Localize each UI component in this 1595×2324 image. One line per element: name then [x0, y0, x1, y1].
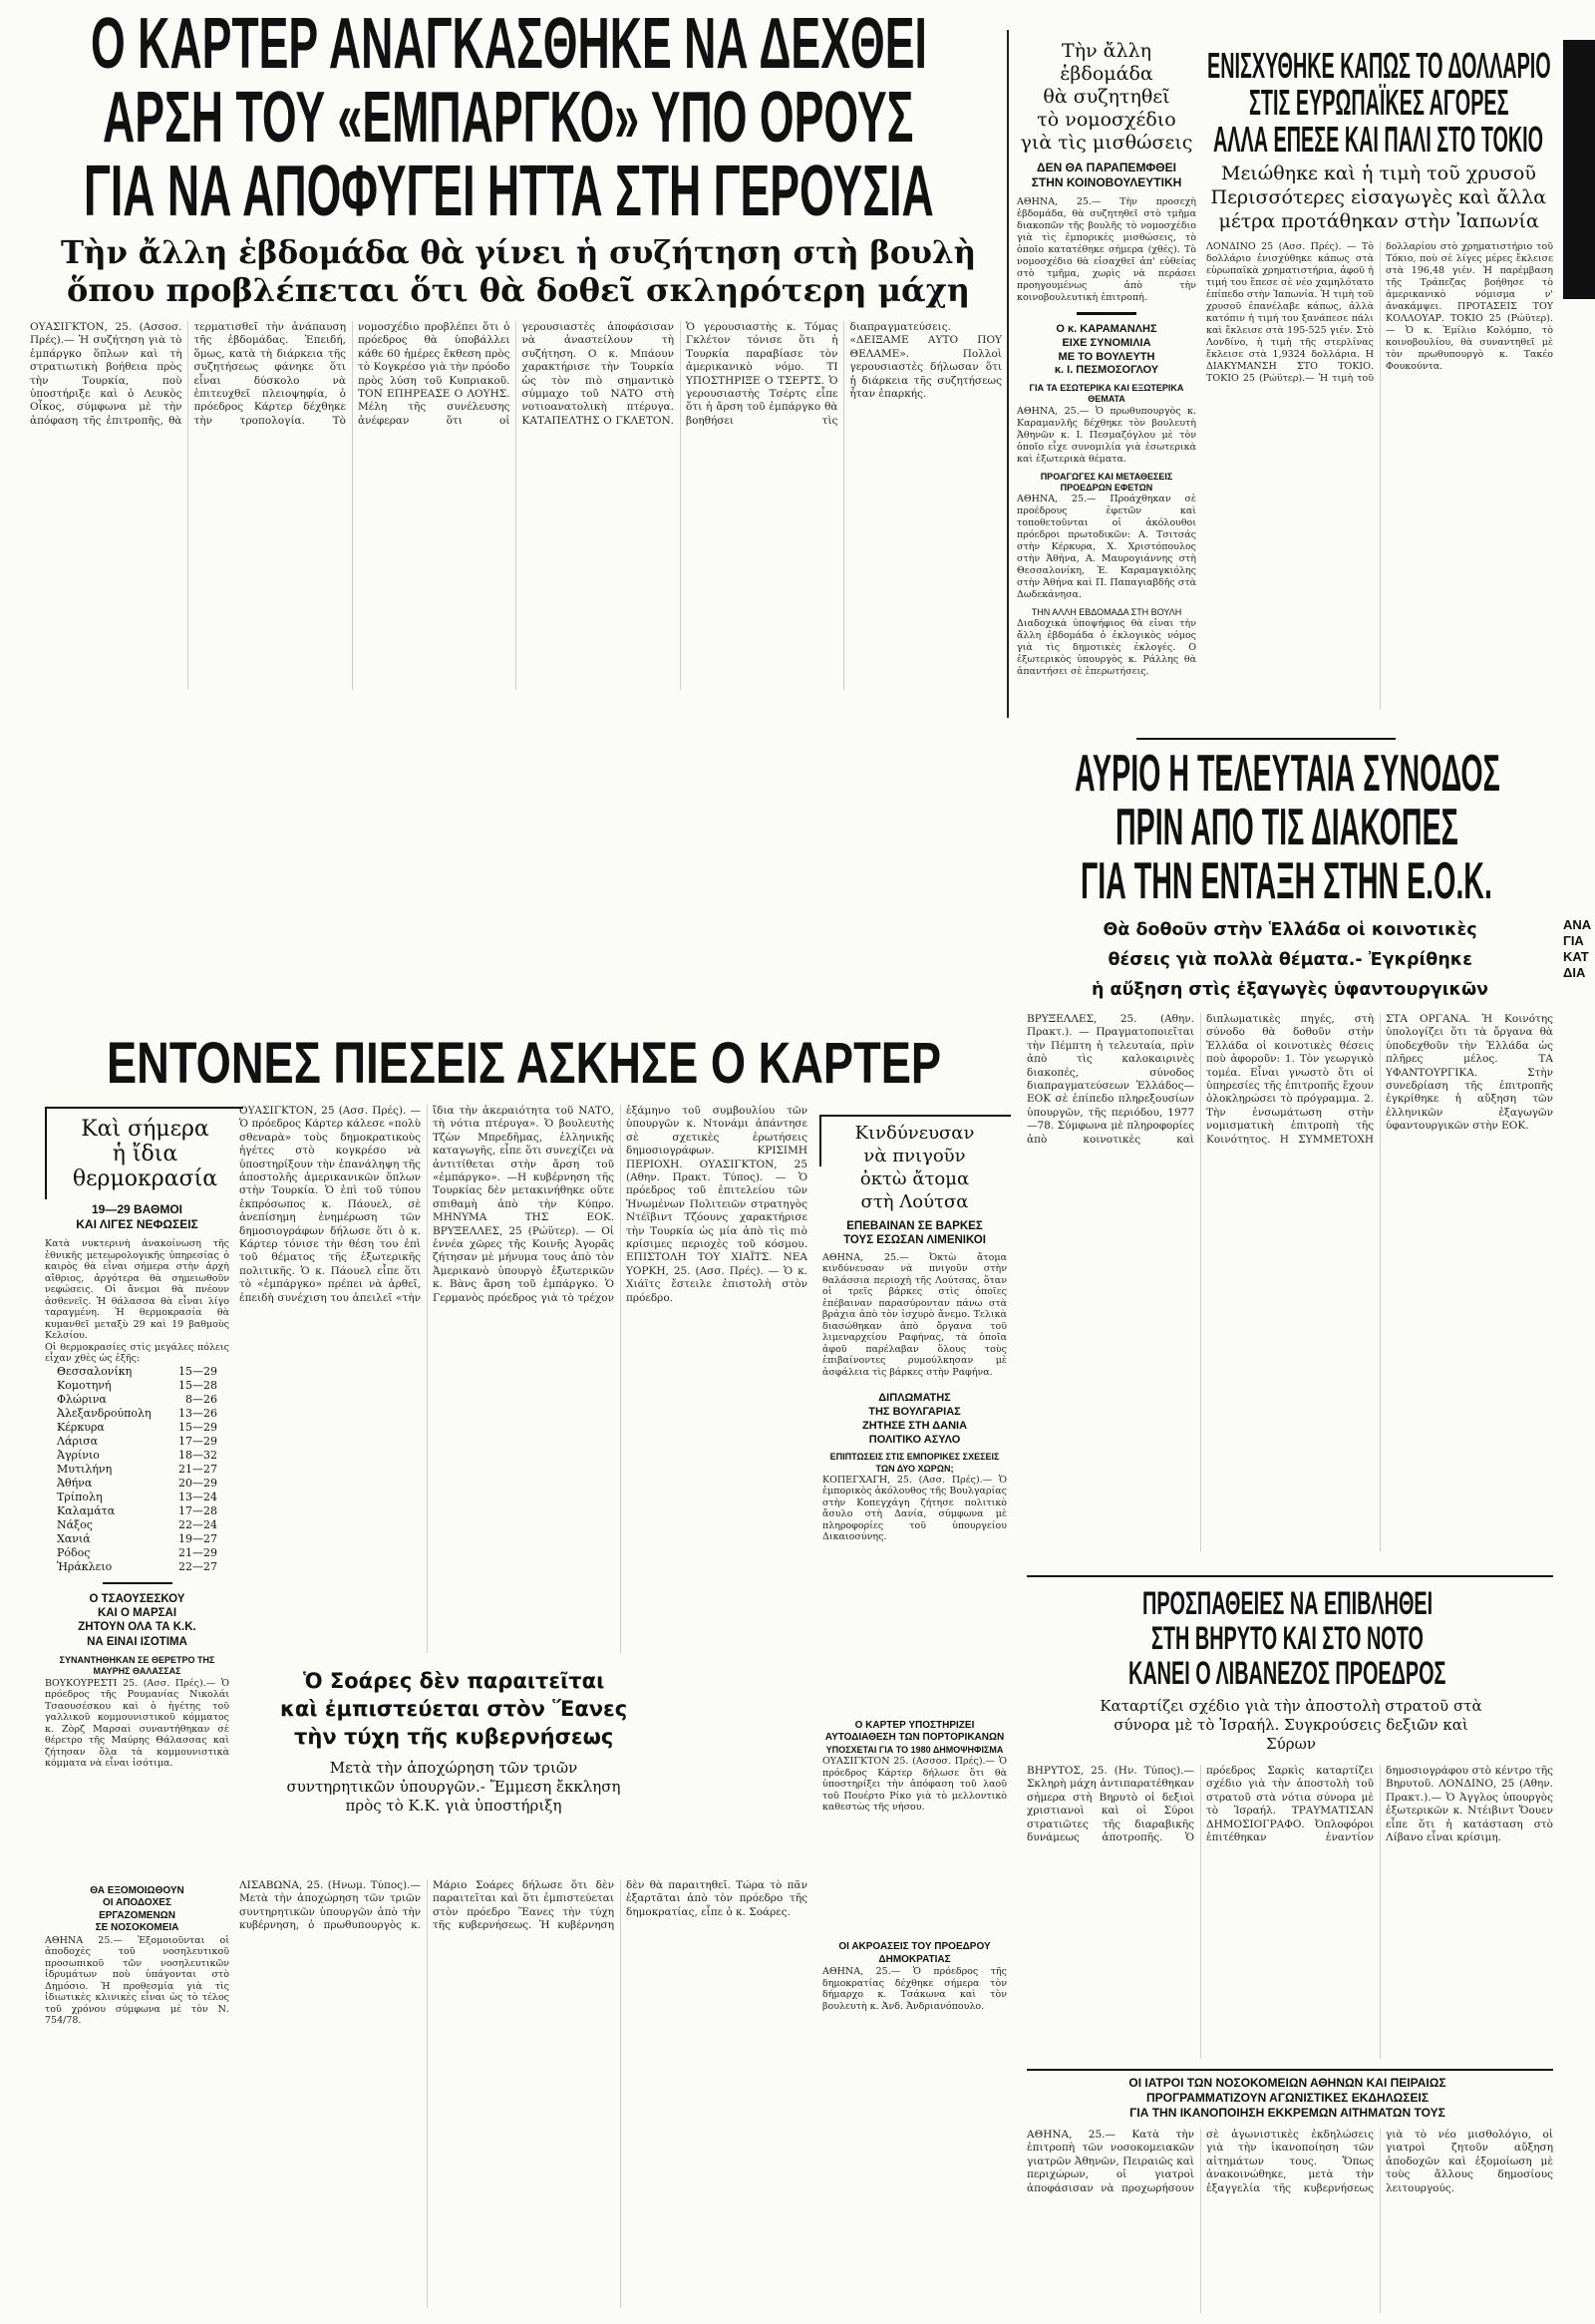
weather-box [45, 1107, 243, 1199]
eec-body: ΒΡΥΞΕΛΛΕΣ, 25. (Αθην. Πρακτ.). — Πραγματοποιεῖται τὴν Πέμπτη ἡ τελευταία, πρὶν ἀπὸ τὶς καλοκαιρινὲς διακοπές, σύνοδος διαπραγματεύσεων Ἑλλάδος—ΕΟΚ σὲ ἐπίπεδο πληρεξουσίων ὑπουργῶν, τῆς περιόδου, 1977—78. Σύμφωνα μὲ πληροφορίες ἀπὸ κοινοτικὲς καὶ διπλωματικὲς πηγές, στὴ σύνοδο θὰ δοθοῦν στὴν Ἑλλάδα οἱ κοινοτικὲς θέσεις ποὺ ἀφοροῦν: 1. Τὸν γεωργικὸ τομέα. Εἶναι γνωστὸ ὅτι οἱ ὑπηρεσίες τῆς ἐπιτροπῆς ἔχουν ὁλοκληρώσει τὸ πρόγραμμα. 2. Τὴν ἐνσωμάτωση στὴν νομισματικὴ ἐπιτροπὴ τῆς Κοινότητος. Η ΣΥΜΜΕΤΟΧΗ ΣΤΑ ΟΡΓΑΝΑ. Ἡ Κοινότης ὑπολογίζει ὅτι τὰ ὄργανα θὰ ὑποδεχθοῦν τὴν Ἑλλάδα ὡς πλῆρες μέλος. ΤΑ ΥΦΑΝΤΟΥΡΓΙΚΑ. Στὴν συνεδρίαση τῆς ἐπιτροπῆς ἐγκρίθηκε ἡ αὔξηση τῶν ἑλληνικῶν ἐξαγωγῶν ὑφαντουργικῶν στὴν ΕΟΚ. [1027, 1013, 1553, 1146]
kicker-line: ΝΑ ΕΙΝΑΙ ΙΣΟΤΙΜΑ [87, 1635, 187, 1648]
loutsa-body: ΑΘΗΝΑ, 25.— Ὀκτὼ ἄτομα κινδύνευσαν νὰ πνιγοῦν στὴν θαλάσσια περιοχὴ τῆς Λούτσας, ὅταν οἱ τρεῖς βάρκες στὶς ὁποῖες ἐπέβαιναν παρασύρονταν πάνω στὰ βράχια ἀπὸ τὸν ἰσχυρὸ ἄνεμο. Τελικὰ διασώθηκαν ἀπὸ ὄργανα τοῦ λιμεναρχείου Ραφήνας, τὰ ὁποῖα ἀφοῦ παρέλαβαν ὅλους τοὺς ἐπιβαίνοντες ρυμούλκησαν μὲ ἀσφάλεια τὶς βάρκες στὴν Ραφήνα. [822, 1251, 1007, 1378]
ceausescu-section: ΣΥΝΑΝΤΗΘΗΚΑΝ ΣΕ ΘΕΡΕΤΡΟ ΤΗΣ ΜΑΥΡΗΣ ΘΑΛΑΣΣΑΣ [59, 1655, 215, 1677]
lebanon-headline-line: ΣΤΗ ΒΗΡΥΤΟ ΚΑΙ ΣΤΟ ΝΟΤΟ [1151, 1620, 1425, 1656]
kicker-line: ΕΠΕΒΑΙΝΑΝ ΣΕ ΒΑΡΚΕΣ [846, 1220, 983, 1232]
soares-headline [239, 1667, 668, 1751]
lebanon-headline-line: ΠΡΟΣΠΑΘΕΙΕΣ ΝΑ ΕΠΙΒΛΗΘΕΙ [1141, 1585, 1433, 1621]
kicker-line: ΠΟΛΙΤΙΚΟ ΑΣΥΛΟ [868, 1433, 961, 1446]
right-edge-advert [1563, 0, 1595, 2324]
weather-kicker [45, 1202, 229, 1232]
soares-headline-line: καὶ ἐμπιστεύεται στὸν Ἕανες [280, 1697, 628, 1721]
weather-headline-line: Καὶ σήμερα [81, 1117, 209, 1142]
loutsa-headline [822, 1122, 1007, 1213]
city-name: Θεσσαλονίκη [57, 1364, 133, 1378]
city-name: Μυτιλήνη [57, 1462, 113, 1476]
kicker-line: ΜΕ ΤΟ ΒΟΥΛΕΥΤΗ [1058, 350, 1155, 363]
separator [1136, 738, 1396, 740]
weather-kicker-line: ΚΑΙ ΛΙΓΕΣ ΝΕΦΩΣΕΙΣ [76, 1217, 198, 1231]
city-name: Ἀγρίνιο [57, 1448, 100, 1462]
weather-body: Κατὰ νυκτερινὴ ἀνακοίνωση τῆς ἐθνικῆς μετεωρολογικῆς ὑπηρεσίας ὁ καιρὸς θὰ εἶναι σήμερα στὴν ἀρχὴ αἴθριος, ἀργότερα θὰ σημειωθοῦν νεφώσεις. Οἱ ἄνεμοι θὰ πνέουν ἀσθενεῖς. Ἡ θάλασσα θὰ εἶναι λίγο ταραγμένη. Ἡ θερμοκρασία θὰ κυμανθεῖ μεταξὺ 29 καὶ 19 βαθμοὺς Κελσίου. [45, 1238, 229, 1341]
karamanlis-kicker [1017, 323, 1196, 378]
kicker-line: ΖΗΤΟΥΝ ΟΛΑ ΤΑ Κ.Κ. [78, 1621, 196, 1634]
president-audiences-kicker: ΟΙ ΑΚΡΟΑΣΕΙΣ ΤΟΥ ΠΡΟΕΔΡΟΥ ΔΗΜΟΚΡΑΤΙΑΣ [838, 1941, 991, 1965]
doctors-headline [1022, 2076, 1553, 2121]
lead-headline-line: ΑΡΣΗ ΤΟΥ «ΕΜΠΑΡΓΚΟ» ΥΠΟ ΟΡΟΥΣ [103, 78, 914, 158]
loutsa-headline-line: ὀκτὼ ἄτομα [859, 1168, 970, 1189]
city-name: Χανιά [57, 1531, 91, 1545]
dollar-headline-line: ΕΝΙΣΧΥΘΗΚΕ ΚΑΠΩΣ ΤΟ ΔΟΛΛΑΡΙΟ [1206, 45, 1551, 86]
soares-headline-line: Ὁ Σοάρες δὲν παραιτεῖται [303, 1669, 605, 1693]
dollar-subhead [1204, 162, 1553, 233]
separator [1077, 312, 1136, 315]
parliament-section: ΤΗΝ ΑΛΛΗ ΕΒΔΟΜΑΔΑ ΣΤΗ ΒΟΥΛΗ [1031, 607, 1182, 617]
city-temperature: 15—29 [178, 1420, 217, 1434]
city-name: Καλαμάτα [57, 1503, 116, 1517]
eec-subhead [1027, 915, 1553, 1005]
karamanlis-section: ΓΙΑ ΤΑ ΕΣΩΤΕΡΙΚΑ ΚΑΙ ΕΞΩΤΕΡΙΚΑ ΘΕΜΑΤΑ [1029, 383, 1184, 405]
bulgaria-kicker [822, 1392, 1007, 1447]
kicker-line: ΕΡΓΑΖΟΜΕΝΩΝ [99, 1909, 175, 1921]
soares-subhead: Μετὰ τὴν ἀποχώρηση τῶν τριῶν συντηρητικῶν ὑπουργῶν.- Ἔμμεση ἔκκληση πρὸς τὸ Κ.Κ. γιὰ ὑποστήριξη [286, 1759, 621, 1815]
temperature-row [57, 1449, 217, 1463]
temperature-row [57, 1365, 217, 1379]
temperature-row [57, 1407, 217, 1421]
bulgaria-section: ΕΠΙΠΤΩΣΕΙΣ ΣΤΙΣ ΕΜΠΟΡΙΚΕΣ ΣΧΕΣΕΙΣ ΤΩΝ ΔΥΟ ΧΩΡΩΝ; [829, 1452, 1000, 1474]
eec-headline-line: ΑΥΡΙΟ Η ΤΕΛΕΥΤΑΙΑ ΣΥΝΟΔΟΣ [1074, 745, 1500, 803]
city-name: Νάξος [57, 1517, 93, 1531]
city-temperature: 21—27 [178, 1462, 217, 1476]
city-temperature: 13—24 [178, 1490, 217, 1503]
kicker-line: ΔΙΠΛΩΜΑΤΗΣ [878, 1392, 951, 1405]
black-banner [1563, 40, 1595, 299]
kicker-line: ΣΕ ΝΟΣΟΚΟΜΕΙΑ [95, 1922, 179, 1933]
city-name: Κομοτηνή [57, 1378, 112, 1392]
eec-headline-line: ΓΙΑ ΤΗΝ ΕΝΤΑΞΗ ΣΤΗΝ Ε.Ο.Κ. [1081, 852, 1493, 910]
edge-text: ΑΝΑ [1563, 917, 1592, 932]
city-name: Λάρισα [57, 1434, 99, 1448]
temperature-row [57, 1421, 217, 1435]
promotions-body: ΑΘΗΝΑ, 25.— Προάχθηκαν σὲ προέδρους ἐφετῶν καὶ τοποθετοῦνται οἱ ἀκόλουθοι πρόεδροι πρωτοδικῶν: Α. Τσιτσάς στὴν Κέρκυρα, Χ. Χριστόπουλος στὴν Ἀθήνα, Α. Μαυρογιάννης στὴ Θεσσαλονίκη, Ἐ. Καραμαγκιόλης στὴν Ἀθήνα καὶ Π. Παπαγιαβδῆς στὰ Δωδεκάνησα. [1017, 494, 1196, 600]
doctors-headline-line: ΠΡΟΓΡΑΜΜΑΤΙΖΟΥΝ ΑΓΩΝΙΣΤΙΚΕΣ ΕΚΔΗΛΩΣΕΙΣ [1145, 2091, 1430, 2105]
loutsa-kicker [822, 1219, 1007, 1248]
rent-headline-line: γιὰ τὶς μισθώσεις [1020, 132, 1193, 154]
loutsa-headline-line: στὴ Λούτσα [860, 1191, 969, 1212]
promotions-section: ΠΡΟΑΓΩΓΕΣ ΚΑΙ ΜΕΤΑΘΕΣΕΙΣ ΠΡΟΕΔΡΩΝ ΕΦΕΤΩΝ [1040, 471, 1173, 493]
doctors-headline-line: ΟΙ ΙΑΤΡΟΙ ΤΩΝ ΝΟΣΟΚΟΜΕΙΩΝ ΑΘΗΝΩΝ ΚΑΙ ΠΕΙΡΑΙΩΣ [1128, 2076, 1446, 2090]
city-temperature: 15—28 [178, 1378, 217, 1392]
temperature-row [57, 1435, 217, 1449]
dollar-subhead-line: μέτρα προτάθηκαν στὴν Ἰαπωνία [1218, 210, 1539, 232]
lead-subhead-line: Τὴν ἄλλη ἑβδομάδα θὰ γίνει ἡ συζήτηση στὴ βουλὴ [61, 233, 977, 271]
soares-body: ΛΙΣΑΒΩΝΑ, 25. (Ηνωμ. Τύπος).— Μετὰ τὴν ἀποχώρηση τῶν τριῶν συντηρητικῶν ὑπουργῶν ἀπὸ τὴν κυβέρνηση, ὁ πρωθυπουργὸς κ. Μάριο Σοάρες δήλωσε ὅτι δὲν παραιτεῖται καὶ ὅτι ἐμπιστεύεται στὸν πρόεδρο Ἕανες τὴν τύχη τῆς κυβερνήσεως. Ἡ κυβέρνηση δὲν θὰ παραιτηθεῖ. Τώρα τὸ πᾶν ἐξαρτᾶται ἀπὸ τὸν πρόεδρο τῆς δημοκρατίας, εἶπε ὁ κ. Σοάρες. [239, 1879, 807, 1932]
puerto-rico-body: ΟΥΑΣΙΓΚΤΟΝ 25. (Ασσοσ. Πρές).— Ὁ πρόεδρος Κάρτερ δήλωσε ὅτι θὰ ὑποστηρίξει τὴν ἀπόφαση τοῦ λαοῦ τοῦ Πουέρτο Ρίκο γιὰ τὸ μελλοντικὸ καθεστὼς τῆς νήσου. [822, 1756, 1007, 1813]
separator [1027, 1575, 1553, 1577]
lead-subhead-line: ὅπου προβλέπεται ὅτι θὰ δοθεῖ σκληρότερη μάχη [67, 271, 970, 309]
eec-subhead-line: θέσεις γιὰ πολλὰ θέματα.- Ἐγκρίθηκε [1108, 950, 1472, 970]
weather-headline-line: ἡ ἴδια [112, 1142, 178, 1166]
city-temperature: 17—28 [178, 1503, 217, 1517]
eec-subhead-line: Θὰ δοθοῦν στὴν Ἑλλάδα οἱ κοινοτικὲς [1103, 920, 1477, 940]
city-name: Ἀθήνα [57, 1476, 93, 1490]
temperature-table [45, 1365, 229, 1574]
doctors-headline-line: ΓΙΑ ΤΗΝ ΙΚΑΝΟΠΟΙΗΣΗ ΕΚΚΡΕΜΩΝ ΑΙΤΗΜΑΤΩΝ ΤΟΥΣ [1129, 2106, 1445, 2120]
rent-body: ΑΘΗΝΑ, 25.— Τὴν προσεχὴ ἑβδομάδα, θὰ συζητηθεῖ στὸ τμῆμα διακοπῶν τῆς βουλῆς τὸ νομοσχέδιο γιὰ τὶς ἐμπορικὲς μισθώσεις, τὸ ὁποῖο κατατέθηκε σήμερα (χθές). Τὸ νομοσχέδιο θὰ εἰσαχθεῖ ἀπ' εὐθείας στὸ τμῆμα, χωρὶς νὰ περάσει προηγουμένως ἀπὸ τὴν κοινοβουλευτικὴ ἐπιτροπή. [1017, 196, 1196, 303]
dollar-subhead-line: Μειώθηκε καὶ ἡ τιμὴ τοῦ χρυσοῦ [1221, 163, 1536, 184]
eec-headline-line: ΠΡΙΝ ΑΠΟ ΤΙΣ ΔΙΑΚΟΠΕΣ [1116, 799, 1458, 856]
lead-body: ΟΥΑΣΙΓΚΤΟΝ, 25. (Ασσοσ. Πρές).— Ἡ συζήτηση γιὰ τὸ ἐμπάργκο ὅπλων καὶ τὴ στρατιωτικὴ βοήθεια πρὸς τὴν Τουρκία, ποὺ ὑποστήριξε καὶ ὁ Λευκὸς Οἶκος, σύμφωνα μὲ τὴν ἀπόφαση τῆς ἐπιτροπῆς, θὰ τερματισθεῖ τὴν ἀνάπαυση τῆς ἑβδομάδας. Ἐπειδή, ὅμως, κατὰ τὴ διάρκεια τῆς συζητήσεως φάνηκε ὅτι εἶναι δύσκολο νὰ ἐπιτευχθεῖ πλειοψηφία, ὁ πρόεδρος Κάρτερ δέχθηκε τὴν τροπολογία. Τὸ νομοσχέδιο προβλέπει ὅτι ὁ πρόεδρος θὰ ὑποβάλλει κάθε 60 ἡμέρες ἔκθεση πρὸς τὸ Κογκρέσο γιὰ τὴν πρόοδο πρὸς λύση τοῦ Κυπριακοῦ. ΤΟΝ ΕΠΗΡΕΑΣΕ Ο ΛΟΥΗΣ. Μέλη τῆς συνέλευσης ἀνέφεραν ὅτι οἱ γερουσιαστὲς ἀποφάσισαν νὰ ἀναστείλουν τὴ συζήτηση. Ο κ. Μπάουν χαρακτήρισε τὴν Τουρκία ὡς τὸν πιὸ σημαντικὸ σύμμαχο τοῦ ΝΑΤΟ στὴ νοτιοανατολικὴ πτέρυγα. ΚΑΤΑΠΕΛΤΗΣ Ο ΓΚΛΕΤΟΝ. Ὁ γερουσιαστὴς κ. Τόμας Γκλέτον τόνισε ὅτι ἡ Τουρκία παραβίασε τὸν ἀμερικανικὸ νόμο. ΤΙ ΥΠΟΣΤΗΡΙΞΕ Ο ΤΣΕΡΤΣ. Ὁ γερουσιαστὴς Τσέρτς εἶπε ὅτι ἡ ἄρση τοῦ ἐμπάργκο θὰ βοηθήσει τὶς διαπραγματεύσεις. «ΔΕΙΞΑΜΕ ΑΥΤΟ ΠΟΥ ΘΕΛΑΜΕ». Πολλοὶ γερουσιαστὲς δήλωσαν ὅτι ἡ διάρκεια τῆς συζητήσεως ἦταν ἐπαρκής. [30, 321, 1002, 427]
kicker-line: Ο ΤΣΑΟΥΣΕΣΚΟΥ [89, 1592, 185, 1605]
city-name: Τρίπολη [57, 1490, 103, 1503]
president-audiences-body: ΑΘΗΝΑ, 25.— Ὁ πρόεδρος τῆς δημοκρατίας δέχθηκε σήμερα τὸν δήμαρχο κ. Τσάκωνα καὶ τὸν βουλευτὴ κ. Ἀνδ. Ἀνδριανόπουλο. [822, 1966, 1007, 2012]
kicker-line: κ. Ι. ΠΕΣΜΟΣΟΓΛΟΥ [1054, 364, 1159, 377]
lead-subhead [60, 233, 977, 309]
rent-kicker-line: ΣΤΗΝ ΚΟΙΝΟΒΟΥΛΕΥΤΙΚΗ [1031, 175, 1182, 189]
lead-headline-line: Ο ΚΑΡΤΕΡ ΑΝΑΓΚΑΣΘΗΚΕ ΝΑ ΔΕΧΘΕΙ [90, 4, 927, 84]
city-temperature: 17—29 [178, 1434, 217, 1448]
kicker-line: ΘΑ ΕΞΟΜΟΙΩΘΟΥΝ [90, 1884, 184, 1896]
weather-kicker-line: 19—29 ΒΑΘΜΟΙ [91, 1202, 183, 1216]
lead-headline [20, 4, 997, 231]
temperature-row [57, 1532, 217, 1546]
loutsa-article [822, 1122, 1007, 2012]
city-temperature: 15—29 [178, 1364, 217, 1378]
parliament-body: Διαδοχικὰ ὑποψήφιος θὰ εἶναι τὴν ἄλλη ἑβδομάδα ὁ ἐκλογικὸς νόμος γιὰ τὶς δημοτικὲς ἐκλογές. Ο ἐξωτερικὸς ὑπουργὸς κ. Ράλλης θὰ ἀπαντήσει σὲ ἐπερωτήσεις. [1017, 618, 1196, 678]
edge-text: ΚΑΤ [1563, 949, 1589, 964]
separator [103, 1582, 172, 1584]
city-name: Κέρκυρα [57, 1420, 105, 1434]
temperature-row [57, 1560, 217, 1574]
temperature-row [57, 1379, 217, 1393]
city-name: Ἀλεξανδρούπολη [57, 1406, 152, 1420]
soares-article [239, 1667, 668, 1816]
city-name: Φλώρινα [57, 1392, 107, 1406]
city-temperature: 20—29 [178, 1476, 217, 1490]
lebanon-headline [1022, 1587, 1553, 1692]
doctors-body: ΑΘΗΝΑ, 25.— Κατὰ τὴν ἐπιτροπὴ τῶν νοσοκομειακῶν γιατρῶν Ἀθηνῶν, Πειραιῶς καὶ περιχώρων, οἱ γιατροὶ ἀποφάσισαν νὰ προχωρήσουν σὲ ἀγωνιστικὲς ἐκδηλώσεις γιὰ τὴν ἱκανοποίηση τῶν αἰτημάτων τους. Ὅπως ἀνακοινώθηκε, μετὰ τὴν ἐξαγγελία τῆς κυβερνήσεως γιὰ τὸ νέο μισθολόγιο, οἱ γιατροὶ ζητοῦν αὔξηση ἀποδοχῶν καὶ ἐξομοίωση μὲ τοὺς ἄλλους δημοσίους λειτουργούς. [1027, 2129, 1553, 2194]
rent-headline-line: Τὴν ἄλλη ἑβδομάδα [1060, 40, 1153, 85]
eec-headline [1019, 745, 1555, 910]
ceausescu-kicker [45, 1592, 229, 1650]
lebanon-headline-line: ΚΑΝΕΙ Ο ΛΙΒΑΝΕΖΟΣ ΠΡΟΕΔΡΟΣ [1128, 1655, 1446, 1691]
temperature-row [57, 1518, 217, 1532]
city-name: Ἡράκλειο [57, 1559, 113, 1573]
edge-text: ΔΙΑ [1563, 965, 1586, 980]
city-temperature: 22—27 [178, 1559, 217, 1573]
weather-article [45, 1202, 229, 2027]
rent-headline-line: τὸ νομοσχέδιο [1037, 109, 1176, 131]
weather-headline-line: θερμοκρασία [72, 1166, 218, 1191]
dollar-headline [1204, 45, 1553, 160]
bulgaria-body: ΚΟΠΕΓΧΑΓΗ, 25. (Ασσ. Πρές).— Ὁ ἐμπορικὸς ἀκόλουθος τῆς Βουλγαρίας στὴν Κοπεγχάγη ζήτησε πολιτικὸ ἄσυλο στὴ Δανία, σύμφωνα μὲ πληροφορίες τοῦ ὑπουργείου Δικαιοσύνης. [822, 1474, 1007, 1543]
rent-headline-line: θὰ συζητηθεῖ [1043, 86, 1170, 108]
loutsa-headline-line: Κινδύνευσαν [854, 1123, 975, 1144]
kicker-line: ΤΟΥΣ ΕΣΩΣΑΝ ΛΙΜΕΝΙΚΟΙ [843, 1234, 986, 1247]
eec-subhead-line: ἡ αὔξηση στὶς ἐξαγωγὲς ὑφαντουργικῶν [1092, 980, 1489, 1000]
temperature-row [57, 1491, 217, 1504]
dollar-headline-line: ΑΛΛΑ ΕΠΕΣΕ ΚΑΙ ΠΑΛΙ ΣΤΟ ΤΟΚΙΟ [1213, 119, 1544, 160]
weather-intro: Οἱ θερμοκρασίες στὶς μεγάλες πόλεις εἶχαν χθὲς ὡς ἑξῆς: [45, 1341, 229, 1364]
hospital-staff-body: ΑΘΗΝΑ 25.— Ἐξομοιοῦνται οἱ ἀποδοχὲς τοῦ νοσηλευτικοῦ προσωπικοῦ τῶν νοσηλευτικῶν ἱδρυμάτων ποὺ ὑπάγονται στὸ Δημόσιο. Ἡ προθεσμία γιὰ τὶς ἰδιωτικὲς κλινικὲς εἶναι ὡς τὸ τέλος τοῦ χρόνου σύμφωνα μὲ τὸν Ν. 754/78. [45, 1934, 229, 2026]
city-temperature: 13—26 [178, 1406, 217, 1420]
city-temperature: 8—26 [185, 1392, 217, 1406]
temperature-row [57, 1463, 217, 1477]
dollar-headline-line: ΣΤΙΣ ΕΥΡΩΠΑΪΚΕΣ ΑΓΟΡΕΣ [1248, 82, 1509, 123]
city-temperature: 19—27 [178, 1531, 217, 1545]
edge-banner-text [1563, 917, 1595, 981]
rent-headline [1017, 40, 1196, 155]
carter-body: ΟΥΑΣΙΓΚΤΟΝ, 25 (Ασσ. Πρές). — Ὁ πρόεδρος Κάρτερ κάλεσε «πολὺ σθεναρὰ» τοὺς δημοκρατικοὺς ἡγέτες στὸ κογκρέσο νὰ ὑποστηρίξουν τὴν ἐπανάληψη τῆς ἀποστολῆς ἀμερικανικῶν ὅπλων στὴν Τουρκία. Ὁ ἐπὶ τοῦ τύπου ἐκπρόσωπος κ. Πάουελ, σὲ ἀνεπίσημη ἐνημέρωση τῶν δημοσιογράφων δήλωσε ὅτι ὁ κ. Κάρτερ τόνισε τὴν θέση του ἐπὶ τοῦ θέματος τῆς ἐξωτερικῆς πολιτικῆς. Ὁ κ. Πάουελ εἶπε ὅτι τὸ «ἐμπάργκο» πρέπει νὰ ἀρθεῖ, ἐπειδὴ συνέχιση του ἀπειλεῖ «τὴν ἴδια τὴν ἀκεραιότητα τοῦ ΝΑΤΟ, τὴ νότια πτέρυγα». Ὁ βουλευτὴς Τζὼν Μπρεδῆμας, ἑλληνικῆς καταγωγῆς, εἶπε ὅτι συνεχίζει νὰ ἀντιτίθεται στὴν ἄρση τοῦ «ἐμπάργκο». —Η κυβέρνηση τῆς Τουρκίας δὲν μετακινήθηκε οὔτε σπιθαμὴ ἀπὸ τὴν Κύπρο. ΜΗΝΥΜΑ ΤΗΣ ΕΟΚ. ΒΡΥΞΕΛΛΕΣ, 25 (Ρώϋτερ). — Οἱ ἐννέα χῶρες τῆς Κοινῆς Ἀγορᾶς ζήτησαν μὲ μήνυμα τους ἀπὸ τὸν Ἀμερικανὸ ὑπουργὸ ἐξωτερικῶν κ. Βὰνς ἄρση τοῦ ἐμπάργκο. Ὁ Γερμανὸς πρόεδρος γιὰ τὸ τρέχον ἑξάμηνο τοῦ συμβουλίου τῶν ὑπουργῶν κ. Ντονάμι ἀπάντησε σὲ σχετικὲς ἐρωτήσεις δημοσιογράφων. ΚΡΙΣΙΜΗ ΠΕΡΙΟΧΗ. ΟΥΑΣΙΓΚΤΟΝ, 25 (Αθην. Πρακτ. Τύπος). — Ὁ πρόεδρος τοῦ ἐπιτελείου τῶν Ἡνωμένων Πολιτειῶν στρατηγὸς Ντέϊβιντ Τζόουνς χαρακτήρισε τὴν Τουρκία ὡς μία ἀπὸ τὶς πιὸ κρίσιμες περιοχὲς τοῦ κόσμου. ΕΠΙΣΤΟΛΗ ΤΟΥ ΧΙΑΪΤΣ. ΝΕΑ ΥΟΡΚΗ, 25. (Ασσ. Πρές). — Ὁ κ. Χιάϊτς ἔστειλε ἐπιστολὴ στὸν πρόεδρο. [239, 1105, 807, 1304]
column-divider [1007, 30, 1009, 718]
soares-headline-line: τὴν τύχη τῆς κυβερνήσεως [294, 1725, 614, 1749]
ceausescu-body: ΒΟΥΚΟΥΡΕΣΤΙ 25. (Ασσ. Πρές).— Ὁ πρόεδρος τῆς Ρουμανίας Νικολάι Τσαουσέσκου καὶ ὁ ἡγέτης τοῦ γαλλικοῦ κομμουνιστικοῦ κόμματος κ. Ζὸρζ Μαρσαὶ συναντήθηκαν σὲ θέρετρο τῆς Μαύρης Θάλασσας καὶ ζήτησαν ὅλα τὰ κομμουνιστικὰ κόμματα νὰ εἶναι ἰσότιμα. [45, 1677, 229, 1769]
puerto-rico-kicker: Ο ΚΑΡΤΕΡ ΥΠΟΣΤΗΡΙΖΕΙ ΑΥΤΟΔΙΑΘΕΣΗ ΤΩΝ ΠΟΡΤΟΡΙΚΑΝΩΝ [824, 1719, 1005, 1744]
temperature-row [57, 1504, 217, 1518]
city-temperature: 18—32 [178, 1448, 217, 1462]
temperature-row [57, 1477, 217, 1491]
separator [1027, 2069, 1553, 2071]
city-temperature: 21—29 [178, 1545, 217, 1559]
weather-headline [53, 1117, 237, 1191]
dollar-subhead-line: Περισσότερες εἰσαγωγὲς καὶ ἄλλα [1210, 186, 1547, 208]
temperature-row [57, 1393, 217, 1407]
loutsa-headline-line: νὰ πνιγοῦν [863, 1146, 966, 1166]
rent-kicker [1017, 161, 1196, 190]
karamanlis-body: ΑΘΗΝΑ, 25.— Ὁ πρωθυπουργὸς κ. Καραμανλῆς δέχθηκε τὸν βουλευτὴ Ἀθηνῶν κ. Ι. Πεσμαζόγλου μὲ τὸν ὁποῖο εἶχε συνομιλία γιὰ ἐσωτερικὰ καὶ ἐξωτερικὰ θέματα. [1017, 405, 1196, 465]
city-name: Ρόδος [57, 1545, 91, 1559]
carter-headline [40, 1031, 1007, 1097]
puerto-rico-section: ΥΠΟΣΧΕΤΑΙ ΓΙΑ ΤΟ 1980 ΔΗΜΟΨΗΦΙΣΜΑ [825, 1744, 1004, 1755]
temperature-row [57, 1546, 217, 1560]
lebanon-subhead: Καταρτίζει σχέδιο γιὰ τὴν ἀποστολὴ στρατοῦ στὰ σύνορα μὲ τὸ Ἰσραήλ. Συγκρούσεις δεξιῶν καὶ Σύρων [1100, 1697, 1482, 1753]
dollar-body: ΛΟΝΔΙΝΟ 25 (Ασσ. Πρές). — Τὸ δολλάριο ἐνισχύθηκε κάπως στὰ εὐρωπαϊκὰ χρηματιστήρια, ἀφοῦ ἡ τιμή του ἔπεσε σὲ νέο χαμηλότατο ἐπίπεδο στὴν Ἰαπωνία. Ἡ τιμὴ τοῦ χρυσοῦ ἐπανέλαβε κάπως, ἀλλὰ κατόπιν ἡ τιμή του ξανάπεσε πάλι καὶ ἔκλεισε στὰ 195-525 γιέν. Στὸ Λονδίνο, ἡ τιμὴ τῆς στερλίνας ἔκλεισε στὰ 1,9324 δολλάρια. Η ΔΙΑΚΥΜΑΝΣΗ ΣΤΟ ΤΟΚΙΟ. ΤΟΚΙΟ 25 (Ρώϋτερ).— Ἡ τιμὴ τοῦ δολλαρίου στὸ χρηματιστήριο τοῦ Τόκιο, ποὺ σὲ λίγες μέρες ἔκλεισε στὰ 196,48 γιέν. Ἡ παρέμβαση τῆς Τράπεζας βοήθησε τὸ ἀμερικανικὸ νόμισμα ν' ἀνακάμψει. ΠΡΟΤΑΣΕΙΣ ΤΟΥ ΚΟΛΛΟΥΑΡ. ΤΟΚΙΟ 25 (Ρώϋτερ).— Ὁ κ. Ἐμίλιο Κολόμπο, τὸ κοινοβουλίου, θὰ συναντηθεῖ μὲ τὸν πρωθυπουργὸ κ. Τακέο Φουκούντα. [1206, 241, 1553, 384]
city-temperature: 22—24 [178, 1517, 217, 1531]
lead-headline-line: ΓΙΑ ΝΑ ΑΠΟΦΥΓΕΙ ΗΤΤΑ ΣΤΗ ΓΕΡΟΥΣΙΑ [83, 152, 934, 231]
kicker-line: ΤΗΣ ΒΟΥΛΓΑΡΙΑΣ [868, 1406, 961, 1418]
lebanon-body: ΒΗΡΥΤΟΣ, 25. (Ην. Τύπος).— Σκληρὴ μάχη ἀντιπαρατέθηκαν σήμερα στὴ Βηρυτὸ οἱ δεξιοὶ χριστιανοὶ καὶ οἱ Σύροι στρατιῶτες τῆς διαραβικῆς δυνάμεως ἀποτροπῆς. Ὁ πρόεδρος Σαρκὶς καταρτίζει σχέδιο γιὰ τὴν ἀποστολὴ τοῦ στρατοῦ στὰ νότια σύνορα μὲ τὸ Ἰσραήλ. ΤΡΑΥΜΑΤΙΣΑΝ ΔΗΜΟΣΙΟΓΡΑΦΟ. Ὀπλοφόροι ἐπιτέθηκαν ἐναντίον δημοσιογράφου στὸ κέντρο τῆς Βηρυτοῦ. ΛΟΝΔΙΝΟ, 25 (Αθην. Πρακτ.).— Ὁ Ἀγγλος ὑπουργὸς ἐξωτερικῶν κ. Ντέιβιντ Ὄουεν εἶπε ὅτι ἡ κατάσταση στὸ Λίβανο εἶναι κρίσιμη. [1027, 1765, 1553, 1844]
edge-text: ΓΙΑ [1563, 933, 1584, 948]
rent-article [1017, 40, 1196, 678]
kicker-line: ΖΗΤΗΣΕ ΣΤΗ ΔΑΝΙΑ [861, 1419, 968, 1432]
hospital-staff-kicker [45, 1885, 229, 1935]
rent-kicker-line: ΔΕΝ ΘΑ ΠΑΡΑΠΕΜΦΘΕΙ [1037, 161, 1176, 174]
carter-headline-text: ΕΝΤΟΝΕΣ ΠΙΕΣΕΙΣ ΑΣΚΗΣΕ Ο ΚΑΡΤΕΡ [106, 1031, 941, 1096]
kicker-line: ΟΙ ΑΠΟΔΟΧΕΣ [103, 1897, 171, 1908]
kicker-line: ΕΙΧΕ ΣΥΝΟΜΙΛΙΑ [1062, 336, 1151, 349]
kicker-line: ΚΑΙ Ο ΜΑΡΣΑΙ [97, 1606, 177, 1619]
kicker-line: Ο κ. ΚΑΡΑΜΑΝΛΗΣ [1056, 323, 1157, 335]
